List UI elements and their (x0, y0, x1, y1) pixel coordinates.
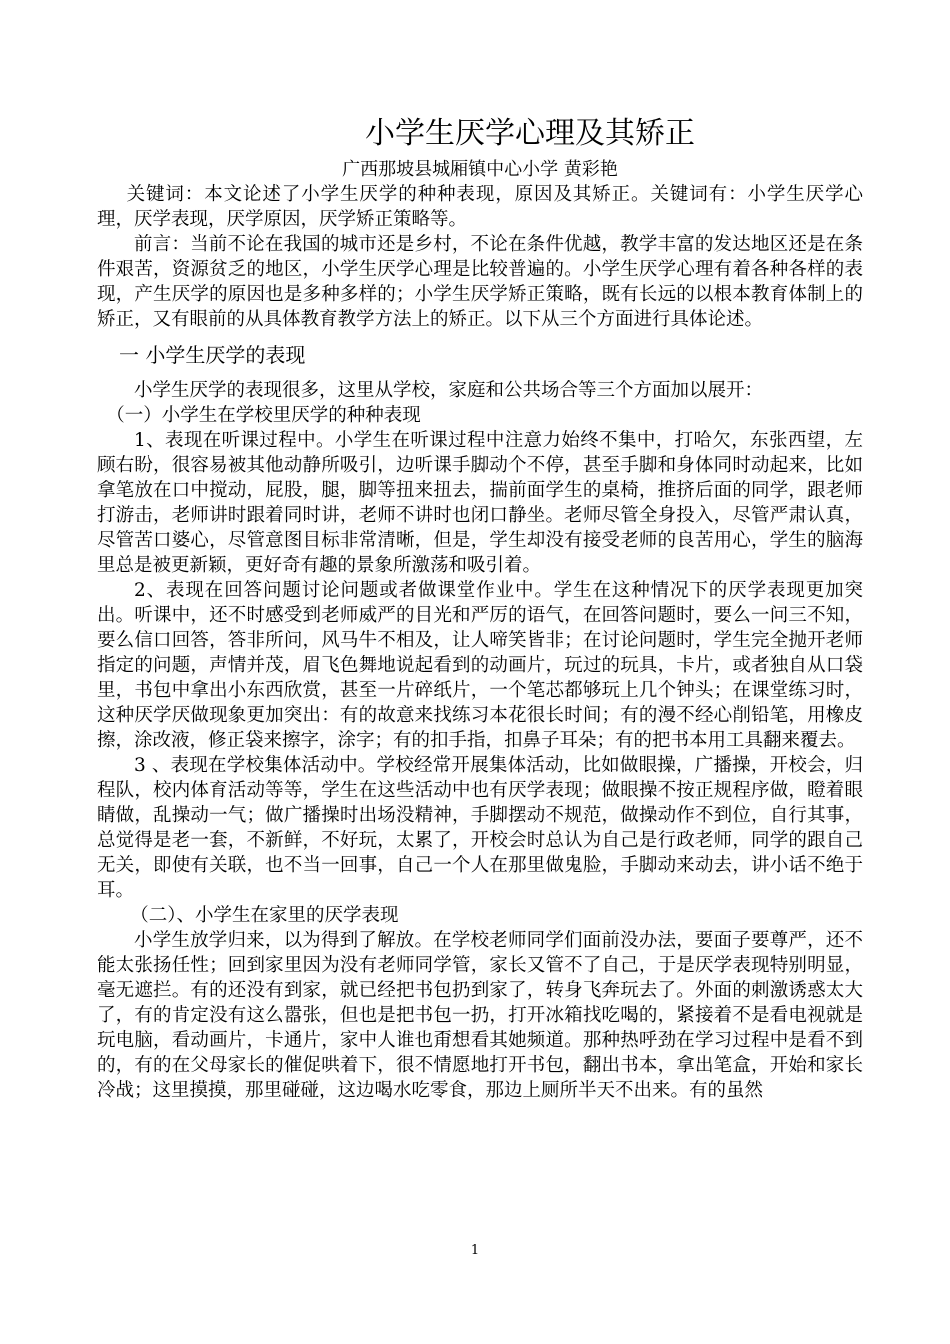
section-intro-paragraph: 小学生厌学的表现很多，这里从学校，家庭和公共场合等三个方面加以展开： (134, 380, 764, 401)
home-paragraph: 小学生放学归来，以为得到了解放。在学校老师同学们面前没办法，要面子要尊严，还不能太张扬任性；回到家里因为没有老师同学管，家长又管不了自己，于是厌学表现特别明显，毫无遮拦。有的还没有到家，就已经把书包扔到家了，转身飞奔玩去了。外面的刺激诱惑太大了，有的肯定没有这么嚣张，但也是把书包一扔，打开冰箱找吃喝的，紧接着不是看电视就是玩电脑，看动画片，卡通片，家中人谁也甭想看其她频道。那种热呼劲在学习过程中是看不到的，有的在父母家长的催促哄着下，很不情愿地打开书包，翻出书本，拿出笔盒，开始和家长冷战；这里摸摸，那里碰碰，这边喝水吃零食，那边上厕所半天不出来。有的虽然 (97, 930, 863, 1101)
section-heading: 一 小学生厌学的表现 (119, 343, 306, 367)
subsection-heading-school: （一）小学生在学校里厌学的种种表现 (106, 405, 421, 426)
page-number: 1 (470, 1243, 480, 1258)
author-line: 广西那坡县城厢镇中心小学 黄彩艳 (342, 159, 618, 180)
preface-paragraph: 前言：当前不论在我国的城市还是乡村，不论在条件优越，教学丰富的发达地区还是在条件艰苦，资源贫乏的地区，小学生厌学心理是比较普遍的。小学生厌学心理有着各种各样的表现，产生厌学的原因也是多种多样的；小学生厌学矫正策略，既有长远的以根本教育体制上的矫正，又有眼前的从具体教育教学方法上的矫正。以下从三个方面进行具体论述。 (97, 234, 863, 330)
page-content (97, 112, 863, 1103)
keywords-paragraph: 关键词：本文论述了小学生厌学的种种表现，原因及其矫正。关键词有：小学生厌学心理，厌学表现，厌学原因，厌学矫正策略等。 (97, 184, 863, 230)
item-3-paragraph: 3 、表现在学校集体活动中。学校经常开展集体活动，比如做眼操，广播操，开校会，归程队，校内体育活动等等，学生在这些活动中也有厌学表现；做眼操不按正规程序做，瞪着眼睛做，乱操动一气；做广播操时出场没精神，手脚摆动不规范，做操动作不到位，自行其事，总觉得是老一套，不新鲜，不好玩，太累了，开校会时总认为自己是行政老师，同学的跟自己无关，即使有关联，也不当一回事，自己一个人在那里做鬼脸，手脚动来动去，讲小话不绝于耳。 (97, 755, 863, 901)
subsection-heading-home: （二）、小学生在家里的厌学表现 (130, 905, 399, 926)
document-title: 小学生厌学心理及其矫正 (365, 116, 695, 151)
item-1-paragraph: 1、表现在听课过程中。小学生在听课过程中注意力始终不集中，打哈欠，东张西望，左顾右盼，很容易被其他动静所吸引，边听课手脚动个不停，甚至手脚和身体同时动起来，比如拿笔放在口中搅动，屁股，腿，脚等扭来扭去，揣前面学生的桌椅，推挤后面的同学，跟老师打游击，老师讲时跟着同时讲，老师不讲时也闭口静坐。老师尽管全身投入，尽管严肃认真，尽管苦口婆心，尽管意图目标非常清晰，但是，学生却没有接受老师的良苦用心，学生的脑海里总是被更新颖，更好奇有趣的景象所激荡和吸引着。 (97, 430, 863, 576)
item-2-paragraph: 2、表现在回答问题讨论问题或者做课堂作业中。学生在这种情况下的厌学表现更加突出。听课中，还不时感受到老师威严的目光和严厉的语气，在回答问题时，要么一问三不知，要么信口回答，答非所问，风马牛不相及，让人啼笑皆非；在讨论问题时，学生完全抛开老师指定的问题，声情并茂，眉飞色舞地说起看到的动画片，玩过的玩具，卡片，或者独自从口袋里，书包中拿出小东西欣赏，甚至一片碎纸片，一个笔芯都够玩上几个钟头；在课堂练习时，这种厌学厌做现象更加突出：有的故意来找练习本花很长时间；有的漫不经心削铅笔，用橡皮擦，涂改液，修正袋来擦字，涂字；有的扣手指，扣鼻子耳朵；有的把书本用工具翻来覆去。 (97, 580, 863, 751)
